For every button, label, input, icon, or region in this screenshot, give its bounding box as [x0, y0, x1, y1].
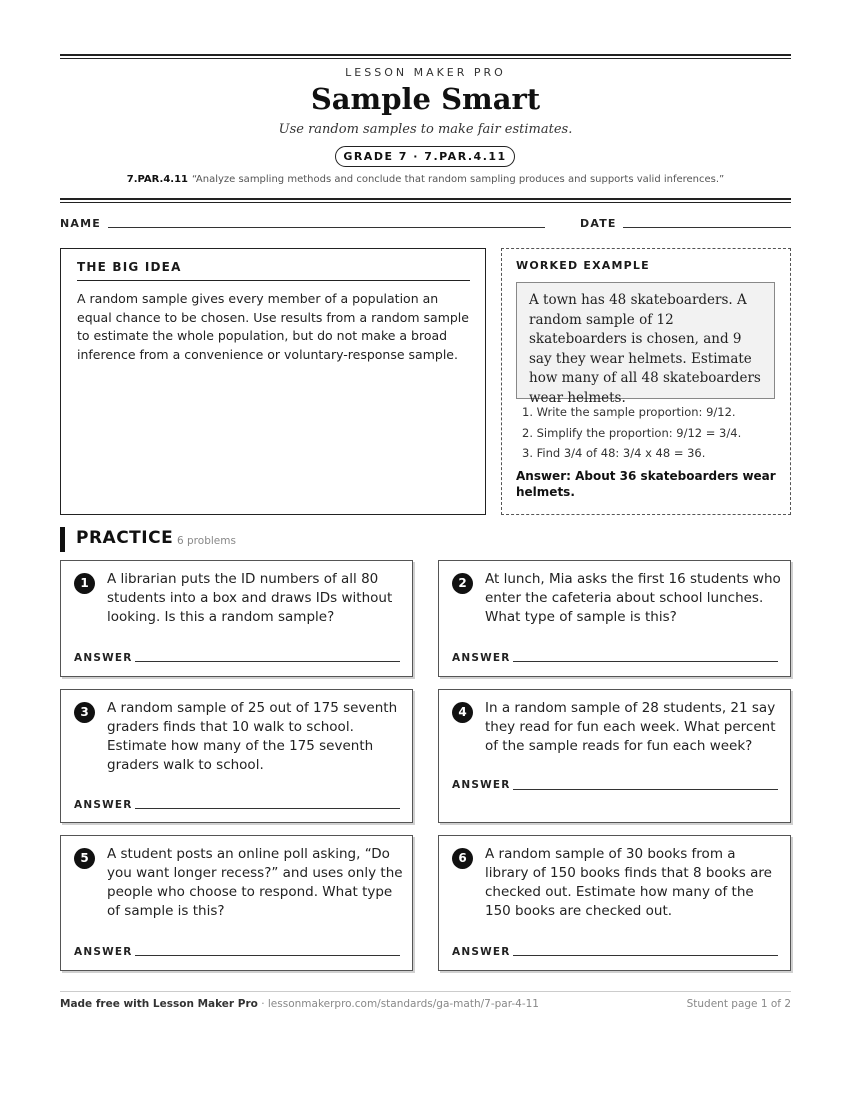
problem-number: 4 [452, 702, 473, 723]
problem-text: A random sample of 25 out of 175 seventh graders finds that 10 walk to school. Estimate how many of the 175 seventh graders walk to school. [107, 700, 398, 773]
practice-problem-card [438, 835, 791, 971]
problem-text: At lunch, Mia asks the first 16 students who enter the cafeteria about school lunches. What type of sample is this? [485, 571, 781, 625]
footer-url[interactable]: · lessonmakerpro.com/standards/ga-math/7-par-4-11 [261, 998, 539, 1010]
top-divider [60, 54, 791, 59]
answer-label: ANSWER [452, 652, 511, 664]
standard-code: 7.PAR.4.11 [126, 174, 188, 185]
problem-text: In a random sample of 28 students, 21 say they read for fun each week. What percent of the sample reads for fun each week? [485, 700, 776, 754]
footer-made-with: Made free with Lesson Maker Pro [60, 998, 258, 1010]
answer-field[interactable] [135, 808, 400, 809]
footer-divider [60, 991, 791, 992]
worked-example-problem: A town has 48 skateboarders. A random sample of 12 skateboarders is chosen, and 9 say they wear helmets. Estimate how many of all 48 skateboarders wear helmets. [516, 282, 775, 399]
worked-example-answer: Answer: About 36 skateboarders wear helmets. [516, 469, 776, 499]
problem-number: 5 [74, 848, 95, 869]
answer-label: ANSWER [452, 946, 511, 958]
answer-label: ANSWER [74, 946, 133, 958]
brand-name: LESSON MAKER PRO [345, 66, 506, 79]
date-field[interactable] [623, 227, 791, 228]
grade-badge: GRADE 7 · 7.PAR.4.11 [335, 146, 515, 167]
answer-field[interactable] [135, 955, 400, 956]
answer-label: ANSWER [74, 652, 133, 664]
answer-label: ANSWER [74, 799, 133, 811]
header-divider [60, 198, 791, 203]
standard-description [60, 174, 791, 185]
answer-label: ANSWER [452, 779, 511, 791]
name-field[interactable] [108, 227, 545, 228]
worked-example-heading: WORKED EXAMPLE [516, 259, 650, 272]
big-idea-text: A random sample gives every member of a population an equal chance to be chosen. Use results from a random sample to estimate the whole population, but do not make a broad inference from a convenience or voluntary-response sample. [77, 291, 469, 362]
footer-credit [60, 998, 539, 1010]
answer-field[interactable] [135, 661, 400, 662]
big-idea-panel [60, 248, 486, 515]
problem-number: 6 [452, 848, 473, 869]
problem-number: 1 [74, 573, 95, 594]
practice-count: 6 problems [177, 535, 236, 547]
practice-accent-bar [60, 527, 65, 552]
practice-problem-card [60, 835, 413, 971]
worked-example-steps [522, 402, 782, 464]
practice-problem-card [438, 689, 791, 823]
worked-example-panel [501, 248, 791, 515]
name-label: NAME [60, 217, 101, 230]
problem-text: A librarian puts the ID numbers of all 80 students into a box and draws IDs without looking. Is this a random sample? [107, 571, 393, 625]
answer-field[interactable] [513, 955, 778, 956]
answer-field[interactable] [513, 789, 778, 790]
page-subtitle: Use random samples to make fair estimates. [278, 122, 573, 137]
big-idea-heading: THE BIG IDEA [77, 260, 470, 281]
date-label: DATE [580, 217, 617, 230]
worked-step: 1. Write the sample proportion: 9/12. [522, 405, 736, 419]
practice-problem-card [60, 560, 413, 677]
worksheet-page [60, 0, 791, 1100]
answer-field[interactable] [513, 661, 778, 662]
problem-number: 2 [452, 573, 473, 594]
problem-number: 3 [74, 702, 95, 723]
footer-page-number: Student page 1 of 2 [686, 998, 791, 1010]
problem-text: A random sample of 30 books from a library of 150 books finds that 8 books are checked out. Estimate how many of the 150 books are checked out. [485, 846, 772, 919]
problem-text: A student posts an online poll asking, “Do you want longer recess?” and uses only the people who choose to respond. What type of sample is this? [107, 846, 403, 919]
practice-problem-card [60, 689, 413, 823]
page-title: Sample Smart [310, 82, 541, 116]
standard-text: “Analyze sampling methods and conclude that random sampling produces and supports valid inferences.” [192, 174, 725, 185]
worked-step: 2. Simplify the proportion: 9/12 = 3/4. [522, 425, 742, 440]
worked-step: 3. Find 3/4 of 48: 3/4 x 48 = 36. [522, 446, 706, 460]
practice-problem-card [438, 560, 791, 677]
practice-heading: PRACTICE [76, 528, 174, 548]
